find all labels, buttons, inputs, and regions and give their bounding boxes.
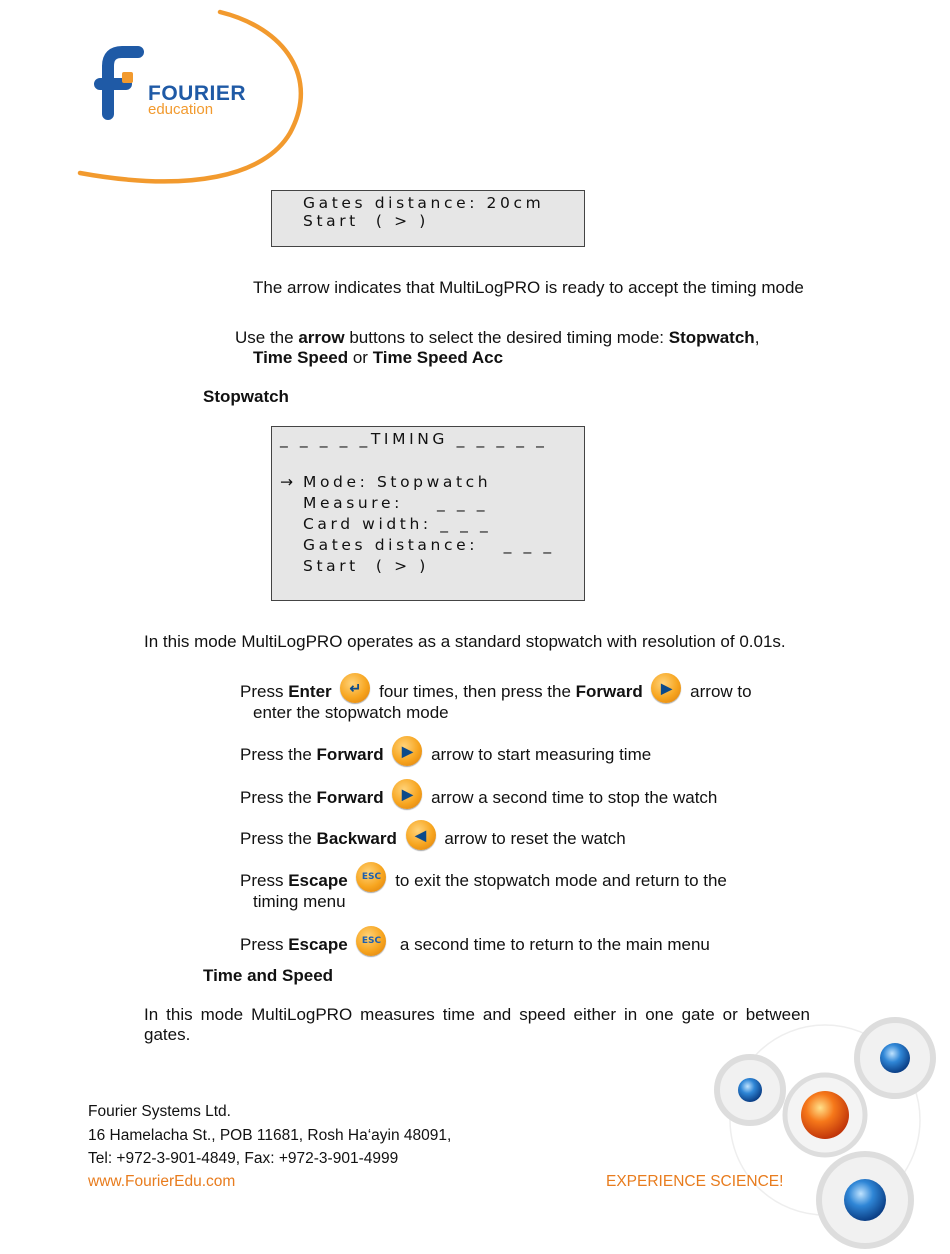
footer-address: 16 Hamelacha St., POB 11681, Rosh Ha‘ayin 48091, [88,1127,452,1144]
footer-slogan: EXPERIENCE SCIENCE! [606,1173,784,1190]
lcd-line: Mode: Stopwatch [303,473,492,491]
step-forward-stop: Press the Forward ▶ arrow a second time to stop the watch [240,779,800,809]
logo-brand-text: FOURIER [148,82,246,105]
step-forward-start: Press the Forward ▶ arrow to start measuring time [240,736,800,766]
step-enter: Press Enter ↵ four times, then press the Forward ▶ arrow to enter the stopwatch mode [240,673,800,723]
lcd-selection-arrow: → [280,473,293,491]
logo [70,8,310,193]
enter-key-icon: ↵ [340,673,370,703]
lcd-line: Card width: _ _ _ [303,515,492,533]
logo-sub-text: education [148,101,214,118]
backward-arrow-icon: ◀ [406,820,436,850]
lcd-title: _ _ _ _ _TIMING _ _ _ _ _ [280,430,548,448]
section-heading-time-speed: Time and Speed [203,966,334,985]
stopwatch-description: In this mode MultiLogPRO operates as a standard stopwatch with resolution of 0.01s. [144,632,786,651]
lcd-line: Gates distance: _ _ _ [303,536,555,554]
lcd-line: Start ( > ) [303,557,429,575]
intro-paragraph: The arrow indicates that MultiLogPRO is ready to accept the timing mode [253,278,804,297]
forward-arrow-icon: ▶ [392,779,422,809]
lcd-line: Gates distance: 20cm [303,194,545,212]
forward-arrow-icon: ▶ [651,673,681,703]
step-escape-exit: Press Escape ESC to exit the stopwatch mode and return to the timing menu [240,862,800,912]
footer-website-link[interactable]: www.FourierEdu.com [88,1173,236,1190]
esc-key-icon: ESC [356,926,386,956]
footer-company: Fourier Systems Ltd. [88,1103,231,1120]
molecule-decoration-graphic [705,1010,950,1254]
step-backward-reset: Press the Backward ◀ arrow to reset the watch [240,820,800,850]
footer-phone: Tel: +972-3-901-4849, Fax: +972-3-901-4999 [88,1150,399,1167]
step-escape-main: Press Escape ESC a second time to return to the main menu [240,926,800,956]
lcd-line: Start ( > ) [303,212,429,230]
time-speed-description: In this mode MultiLogPRO measures time and speed either in one gate or between gates. [144,1005,810,1044]
lcd-display-gates [271,190,585,247]
intro-instruction: Use the arrow buttons to select the desired timing mode: Stopwatch, Time Speed or Time Speed Acc [235,328,760,367]
esc-key-icon: ESC [356,862,386,892]
section-heading-stopwatch: Stopwatch [203,387,289,406]
lcd-line: Measure: _ _ _ [303,494,489,512]
forward-arrow-icon: ▶ [392,736,422,766]
lcd-display-timing [271,426,585,601]
